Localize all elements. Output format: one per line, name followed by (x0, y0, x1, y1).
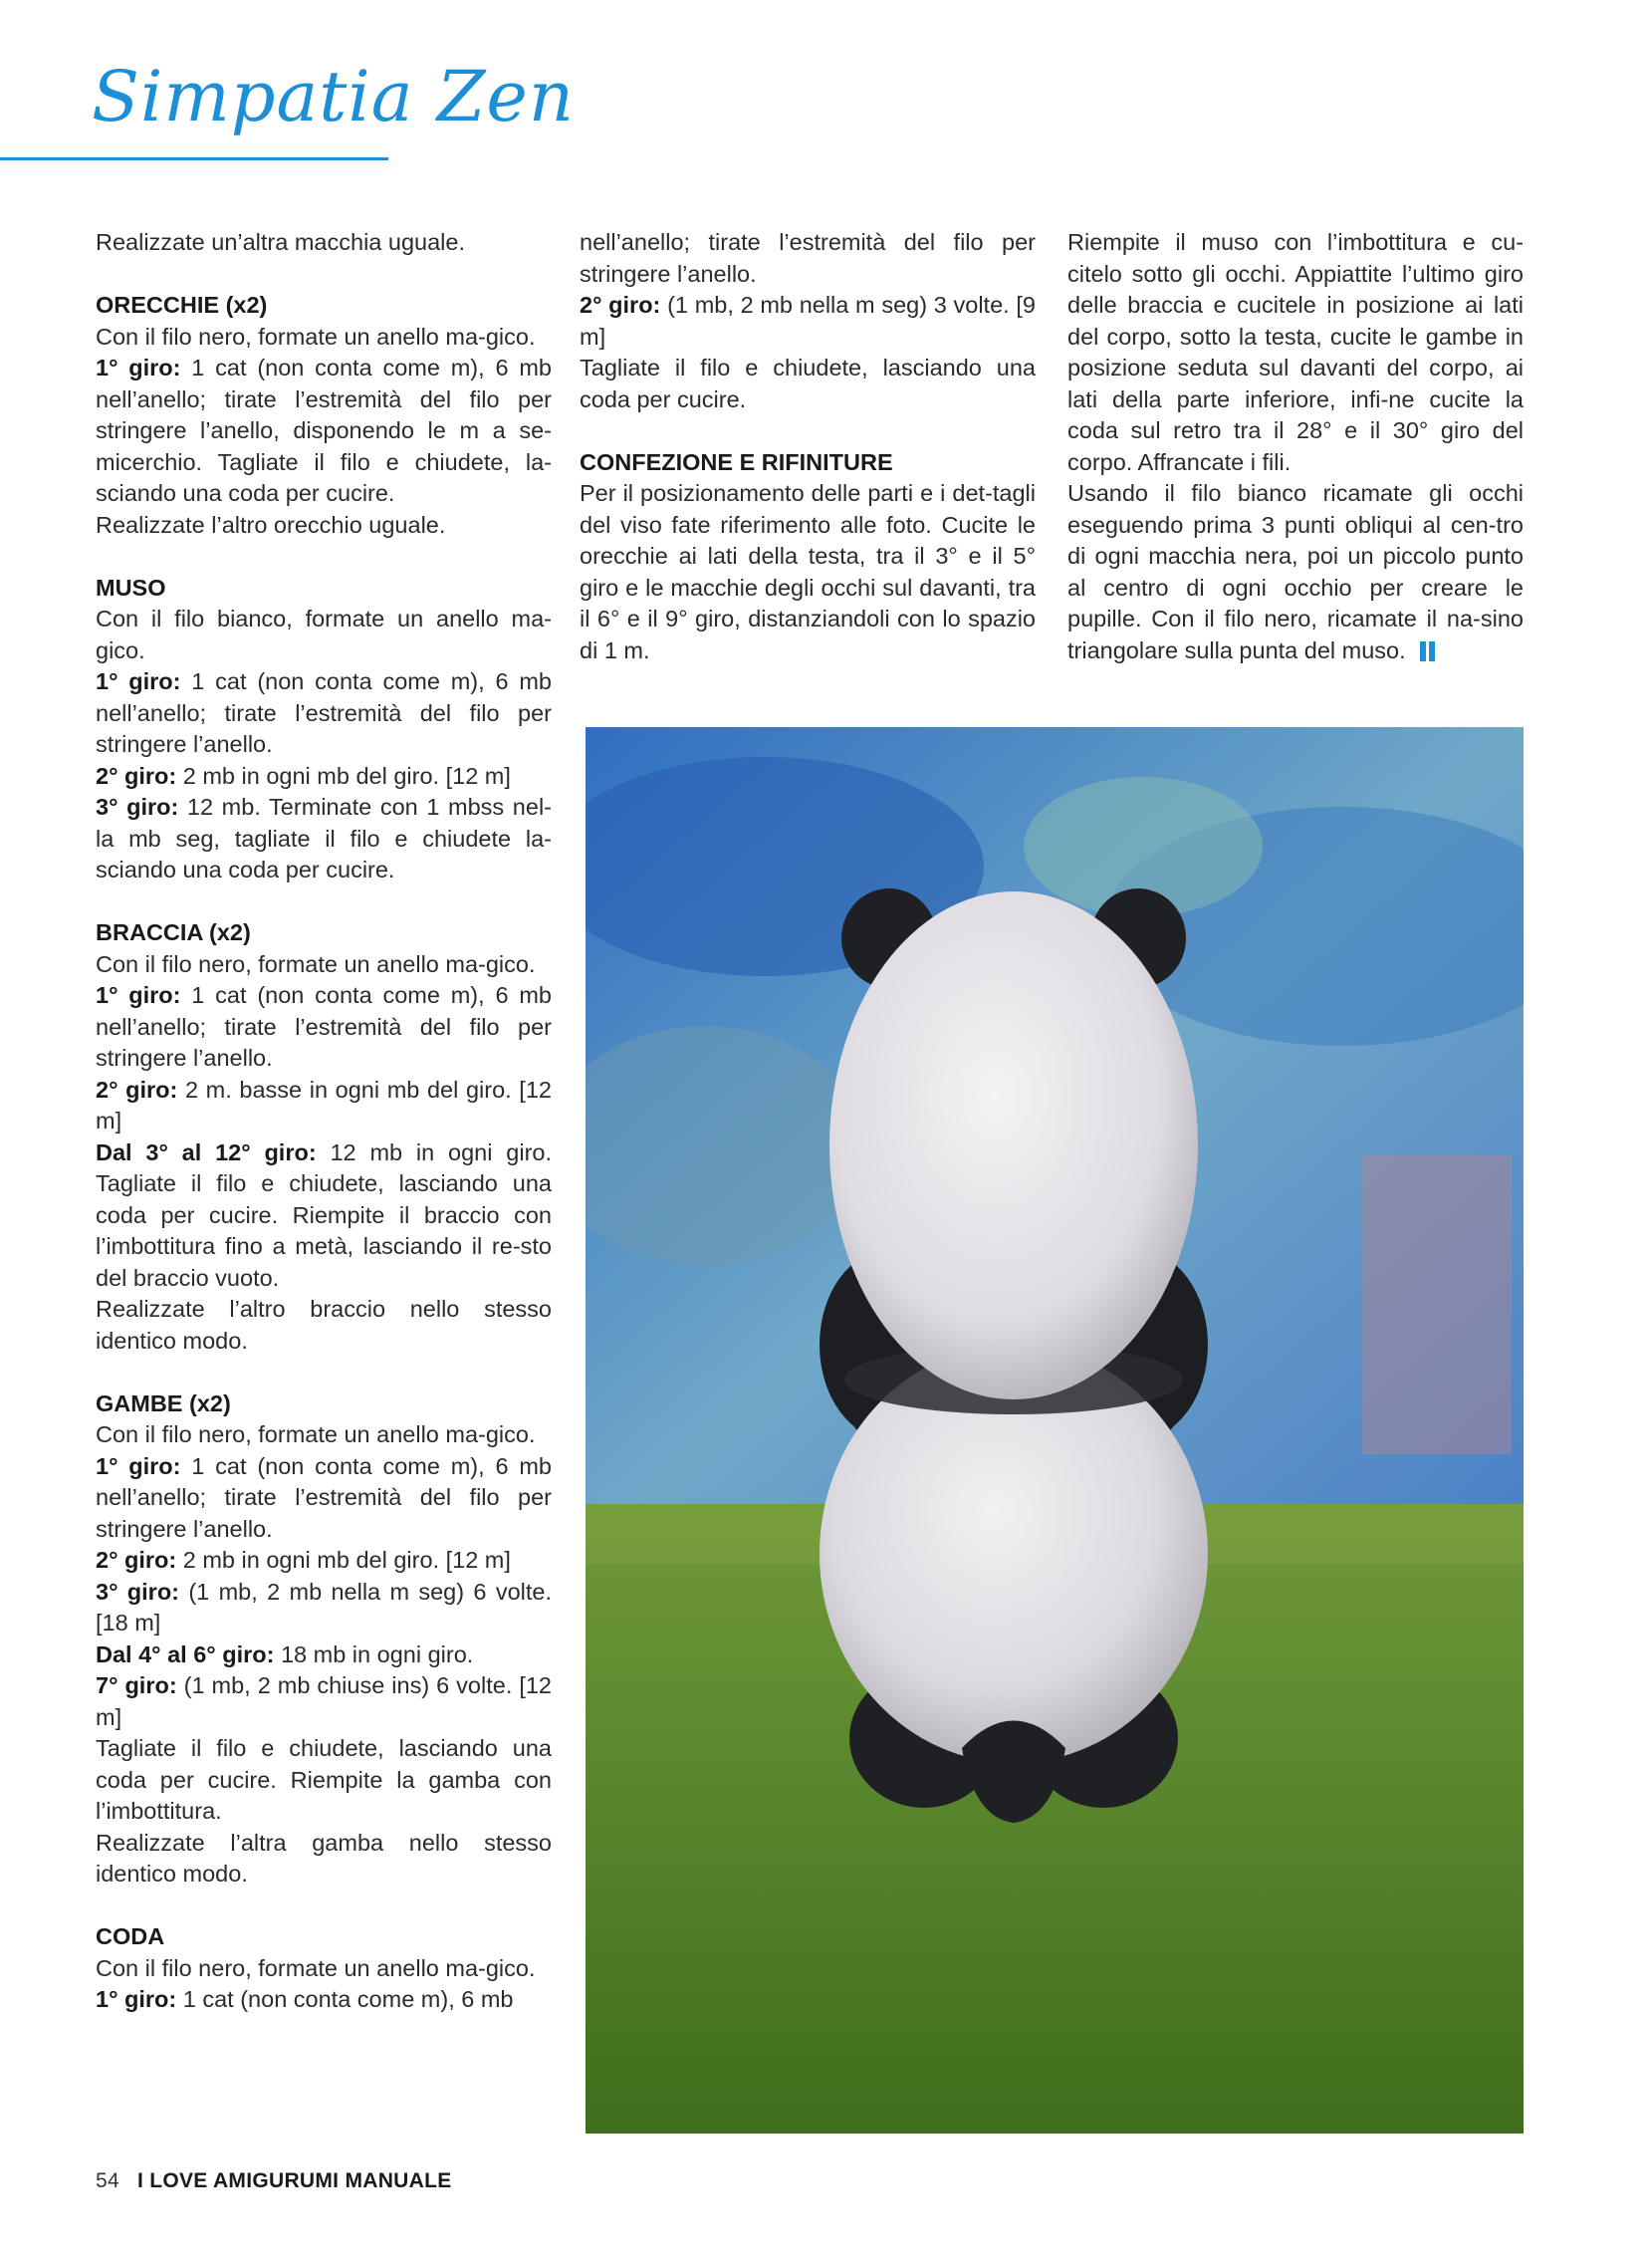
instruction-text: Con il filo nero, formate un anello ma-gico. (96, 1421, 536, 1447)
instruction-text: 12 mb. Terminate con 1 mbss nel-la mb seg, tagliate il filo e chiudete la-sciando una coda per cucire. (96, 794, 552, 882)
instruction-paragraph (96, 792, 552, 886)
instruction-text: Realizzate l’altra gamba nello stesso identico modo. (96, 1829, 552, 1887)
instruction-paragraph (96, 1577, 552, 1639)
instruction-text: 18 mb in ogni giro. (274, 1640, 474, 1667)
instruction-text: 2 m. basse in ogni mb del giro. [12 m] (96, 1076, 552, 1134)
instruction-paragraph (96, 1075, 552, 1137)
instruction-paragraph (580, 353, 1036, 415)
white-head (829, 891, 1198, 1399)
instruction-text: Riempite il muso con l’imbottitura e cu-citelo sotto gli occhi. Appiattite l’ultimo giro delle braccia e cucitele in posizione ai lati del corpo, sotto la testa, cucite le gambe in posizione seduta sul davanti del corpo, ai lati della parte inferiore, infi-ne cucite la coda sul retro tra il 28° e il 30° giro del corpo. Affrancate i fili. (1067, 229, 1524, 475)
instruction-text: 1 cat (non conta come m), 6 mb (176, 1986, 514, 2012)
instruction-text: (1 mb, 2 mb chiuse ins) 6 volte. [12 m] (96, 1672, 552, 1730)
instruction-paragraph (96, 949, 552, 981)
instruction-paragraph (96, 322, 552, 354)
round-label: Dal 4° al 6° giro: (96, 1640, 275, 1667)
instruction-paragraph (96, 1828, 552, 1890)
instruction-paragraph (96, 1670, 552, 1733)
paragraph-spacer (96, 886, 552, 918)
instruction-paragraph (1067, 227, 1524, 478)
paragraph-spacer (96, 259, 552, 291)
round-label: 3° giro: (96, 1578, 180, 1605)
instruction-text: (1 mb, 2 mb nella m seg) 3 volte. [9 m] (580, 292, 1036, 350)
instruction-paragraph (1067, 478, 1524, 666)
instruction-paragraph (96, 980, 552, 1075)
instruction-text: 1 cat (non conta come m), 6 mb nell’anello; tirate l’estremità del filo per stringere l’anello. (96, 982, 552, 1071)
paragraph-spacer (96, 1357, 552, 1388)
instruction-text: Con il filo nero, formate un anello ma-gico. (96, 1954, 536, 1981)
paragraph-spacer (96, 1890, 552, 1922)
instruction-paragraph (96, 761, 552, 793)
instruction-paragraph (580, 478, 1036, 666)
page-section-title: Simpatia Zen (92, 56, 575, 137)
instruction-paragraph (96, 1137, 552, 1295)
round-label: 1° giro: (96, 355, 181, 380)
section-heading: CONFEZIONE E RIFINITURE (580, 448, 893, 475)
panda-amigurumi-photo (586, 727, 1524, 2134)
instruction-text: nell’anello; tirate l’estremità del filo per stringere l’anello. (580, 229, 1036, 287)
article-end-mark (1420, 641, 1436, 661)
text-column-1 (96, 227, 552, 2016)
round-label: 1° giro: (96, 982, 181, 1008)
instruction-text: 2 mb in ogni mb del giro. [12 m] (176, 1547, 511, 1573)
instruction-text: 12 mb in ogni giro. Tagliate il filo e chiudete, lasciando una coda per cucire. Riempite il braccio con l’imbottitura fino a metà, lasciando il re-sto del braccio vuoto. (96, 1138, 552, 1291)
round-label: 1° giro: (96, 1452, 181, 1479)
instruction-text: Realizzate l’altro orecchio uguale. (96, 511, 446, 538)
instruction-paragraph (96, 1545, 552, 1577)
instruction-paragraph (96, 1953, 552, 1985)
magazine-name: I LOVE AMIGURUMI MANUALE (136, 2169, 452, 2192)
instruction-text: Realizzate l’altro braccio nello stesso identico modo. (96, 1296, 552, 1354)
section-heading: BRACCIA (x2) (96, 919, 251, 945)
section-heading: ORECCHIE (x2) (96, 292, 268, 318)
section-heading: CODA (96, 1923, 165, 1949)
instruction-text: Per il posizionamento delle parti e i det-tagli del viso fate riferimento alle foto. Cucite le orecchie ai lati della testa, tra il 3° e il 5° giro e le macchie degli occhi sul davanti, tra il 6° e il 9° giro, distanziandoli con lo spazio di 1 m. (580, 480, 1036, 663)
instruction-text: (1 mb, 2 mb nella m seg) 6 volte. [18 m] (96, 1578, 552, 1636)
page-footer (96, 2169, 452, 2193)
instruction-text: 1 cat (non conta come m), 6 mb nell’anello; tirate l’estremità del filo per stringere l’anello. (96, 668, 552, 757)
title-underline (0, 157, 388, 160)
instruction-text: Con il filo bianco, formate un anello ma-gico. (96, 606, 552, 663)
instruction-paragraph (96, 1294, 552, 1357)
instruction-paragraph (96, 604, 552, 666)
paragraph-spacer (580, 415, 1036, 447)
instruction-text: Tagliate il filo e chiudete, lasciando una coda per cucire. Riempite la gamba con l’imbottitura. (96, 1735, 552, 1824)
round-label: 3° giro: (96, 794, 179, 820)
round-label: 7° giro: (96, 1672, 177, 1698)
instruction-paragraph (96, 510, 552, 542)
round-label: 2° giro: (96, 1076, 178, 1103)
instruction-paragraph (96, 227, 552, 259)
instruction-text: Con il filo nero, formate un anello ma-gico. (96, 323, 536, 350)
instruction-text: Realizzate un’altra macchia uguale. (96, 229, 465, 255)
instruction-paragraph (580, 290, 1036, 353)
instruction-paragraph (96, 1733, 552, 1828)
instruction-paragraph (96, 1639, 552, 1671)
round-label: 1° giro: (96, 1986, 177, 2012)
instruction-text: 1 cat (non conta come m), 6 mb nell’anello; tirate l’estremità del filo per stringere l’anello. (96, 1452, 552, 1542)
text-column-2 (580, 227, 1036, 666)
round-label: Dal 3° al 12° giro: (96, 1138, 317, 1165)
instruction-paragraph (96, 1451, 552, 1546)
instruction-paragraph (96, 666, 552, 761)
round-label: 2° giro: (96, 1547, 177, 1573)
instruction-text: 1 cat (non conta come m), 6 mb nell’anello; tirate l’estremità del filo per stringere l’anello, disponendo le m a se-micerchio. Tagliate il filo e chiudete, la-sciando una coda per cucire. (96, 355, 552, 506)
instruction-text: Con il filo nero, formate un anello ma-gico. (96, 950, 536, 977)
section-heading: GAMBE (x2) (96, 1389, 231, 1416)
instruction-text: Tagliate il filo e chiudete, lasciando una coda per cucire. (580, 355, 1036, 412)
section-heading: MUSO (96, 574, 166, 601)
instruction-text: Usando il filo bianco ricamate gli occhi eseguendo prima 3 punti obliqui al cen-tro di ogni macchia nera, poi un piccolo punto al centro di ogni occhio per creare le pupille. Con il filo nero, ricamate il na-sino triangolare sulla punta del muso. (1067, 480, 1524, 663)
instruction-paragraph (96, 1984, 552, 2016)
round-label: 2° giro: (580, 292, 661, 318)
instruction-paragraph (580, 227, 1036, 290)
round-label: 2° giro: (96, 762, 177, 789)
instruction-paragraph (96, 1419, 552, 1451)
round-label: 1° giro: (96, 668, 181, 694)
paragraph-spacer (96, 541, 552, 573)
page-number: 54 (96, 2169, 119, 2192)
text-column-3 (1067, 227, 1524, 666)
instruction-paragraph (96, 353, 552, 510)
instruction-text: 2 mb in ogni mb del giro. [12 m] (176, 762, 511, 789)
